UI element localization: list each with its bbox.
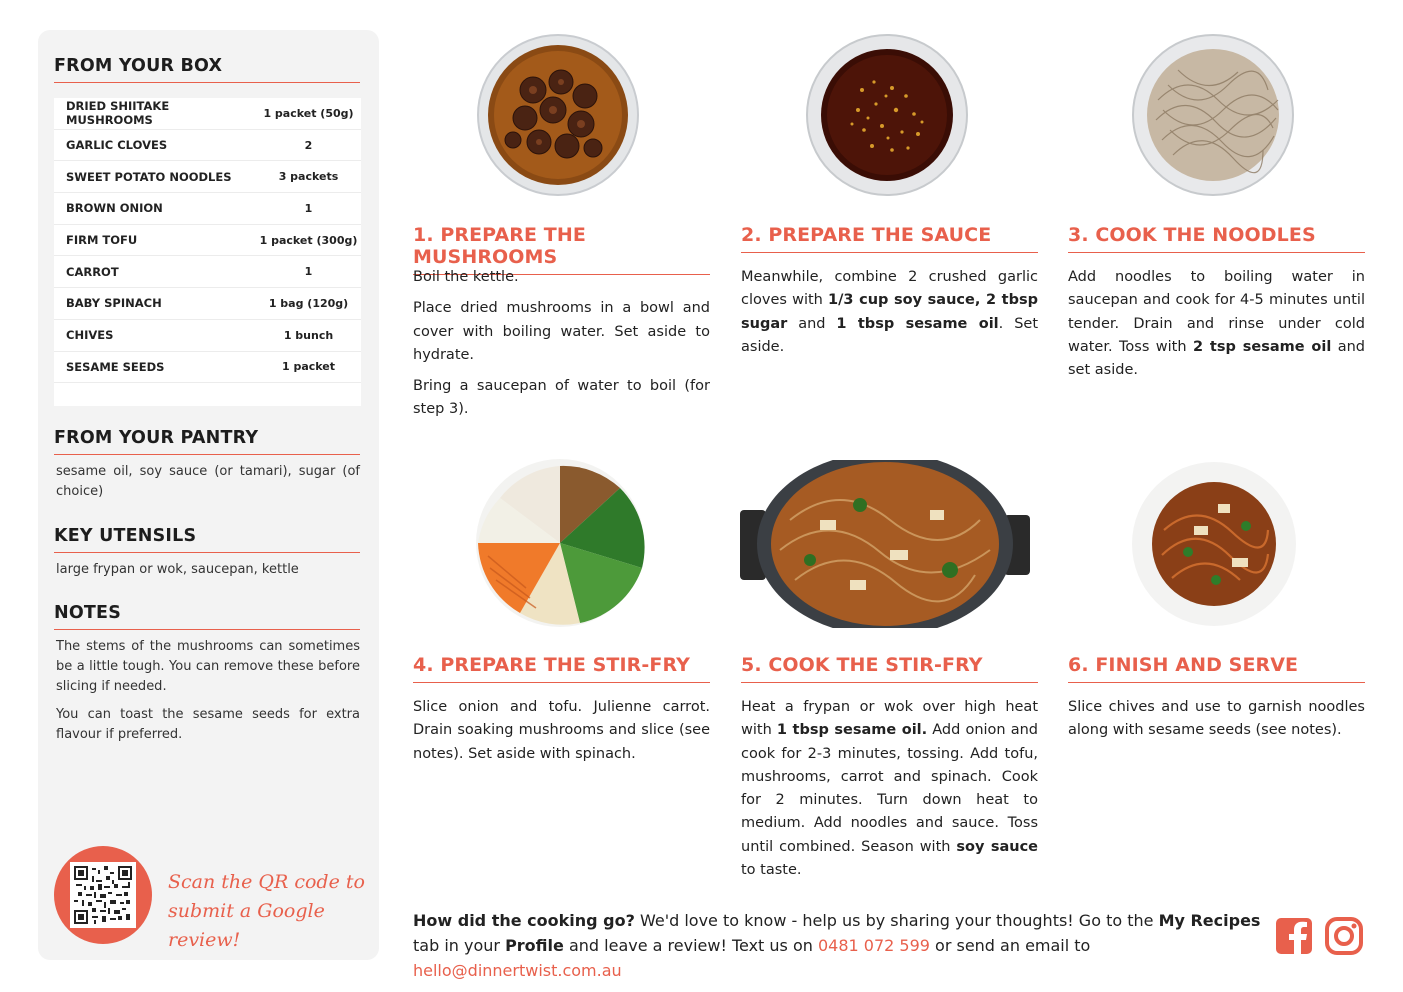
- qr-caption: Scan the QR code to submit a Google review!: [168, 871, 365, 951]
- step-6-title: 6. FINISH AND SERVE: [1068, 654, 1365, 683]
- box-ingredient-row: [54, 193, 361, 225]
- ingredient-name: CARROT: [66, 264, 119, 279]
- review-footer: [413, 908, 1263, 983]
- step-1-title: 1. PREPARE THE MUSHROOMS: [413, 224, 710, 275]
- qr-code-icon: [70, 862, 136, 928]
- noodles-bowl-image: [1128, 30, 1298, 200]
- pantry-text: sesame oil, soy sauce (or tamari), sugar (of choice): [56, 464, 360, 499]
- footer-text: We'd love to know - help us by sharing your thoughts! Go to the: [634, 911, 1159, 930]
- ingredient-quantity: 1: [304, 265, 313, 279]
- box-ingredient-row: [54, 256, 361, 288]
- profile-label: Profile: [505, 936, 564, 955]
- ingredient-quantity: 1 bag (120g): [268, 296, 349, 310]
- instagram-icon[interactable]: [1324, 916, 1364, 956]
- mushrooms-bowl-image: [473, 30, 643, 200]
- box-ingredients-table: [54, 98, 361, 406]
- step-5-body: [741, 696, 1038, 890]
- note-1: The stems of the mushrooms can sometimes be a little tough. You can remove these before slicing if needed.: [56, 639, 360, 694]
- note-2: You can toast the sesame seeds for extra flavour if preferred.: [56, 707, 360, 742]
- step-2-body: [741, 266, 1038, 367]
- finished-dish-image: [1128, 460, 1300, 628]
- ingredient-name: FIRM TOFU: [66, 233, 138, 248]
- step-5-title: 5. COOK THE STIR-FRY: [741, 654, 1038, 683]
- ingredient-quantity: 1 bunch: [283, 328, 334, 342]
- step-5-paragraph: Heat a frypan or wok over high heat with 1 tbsp sesame oil. Add onion and cook for 2-3 minutes, tossing. Add tofu, mushrooms, carrot and spinach. Cook for 2 minutes. Turn down heat to medium. Add noodles and sauce. Toss until combined. Season with soy sauce to taste.: [741, 699, 1038, 879]
- ingredient-quantity: 3 packets: [278, 170, 339, 184]
- ingredient-name: SWEET POTATO NOODLES: [66, 169, 232, 184]
- email-link[interactable]: hello@dinnertwist.com.au: [413, 961, 622, 980]
- sauce-bowl-image: [802, 30, 972, 200]
- step-4-paragraph: Slice onion and tofu. Julienne carrot. Drain soaking mushrooms and slice (see notes). Set aside with spinach.: [413, 699, 710, 762]
- stir-fry-ingredients-image: [470, 458, 650, 628]
- notes-title: NOTES: [54, 603, 360, 630]
- box-ingredient-row: [54, 288, 361, 320]
- box-title: FROM YOUR BOX: [54, 56, 360, 83]
- ingredient-quantity: 2: [304, 138, 313, 152]
- footer-question: How did the cooking go?: [413, 911, 635, 930]
- step-3-paragraph: Add noodles to boiling water in saucepan and cook for 4-5 minutes until tender. Drain and rinse under cold water. Toss with 2 tsp sesame oil and set aside.: [1068, 269, 1366, 379]
- ingredient-name: BABY SPINACH: [66, 296, 162, 311]
- ingredient-name: GARLIC CLOVES: [66, 138, 168, 153]
- step-6-paragraph: Slice chives and use to garnish noodles along with sesame seeds (see notes).: [1068, 699, 1365, 739]
- utensils-title: KEY UTENSILS: [54, 526, 360, 553]
- footer-text: and leave a review! Text us on: [563, 936, 818, 955]
- box-ingredient-row: [54, 225, 361, 257]
- utensils-text: large frypan or wok, saucepan, kettle: [56, 562, 299, 577]
- step-4-title: 4. PREPARE THE STIR-FRY: [413, 654, 710, 683]
- step-3-title: 3. COOK THE NOODLES: [1068, 224, 1365, 253]
- phone-link[interactable]: 0481 072 599: [817, 936, 930, 955]
- step-2-paragraph: Meanwhile, combine 2 crushed garlic cloves with 1/3 cup soy sauce, 2 tbsp sugar and 1 tbsp sesame oil. Set aside.: [741, 269, 1039, 355]
- pantry-title: FROM YOUR PANTRY: [54, 428, 360, 455]
- facebook-icon[interactable]: [1274, 916, 1314, 956]
- footer-text: or send an email to: [929, 936, 1091, 955]
- ingredient-quantity: 1 packet (50g): [263, 106, 354, 120]
- ingredient-name: DRIED SHIITAKE MUSHROOMS: [66, 99, 170, 128]
- step-4-body: [413, 696, 710, 774]
- box-ingredient-row: [54, 352, 361, 384]
- ingredients-sidebar: [38, 30, 379, 960]
- box-ingredient-row: [54, 130, 361, 162]
- box-ingredient-row: [54, 98, 361, 130]
- ingredient-quantity: 1 packet: [281, 360, 336, 374]
- box-ingredient-row: [54, 320, 361, 352]
- ingredient-name: CHIVES: [66, 328, 114, 343]
- ingredient-quantity: 1 packet (300g): [259, 233, 358, 247]
- step-1-body: [413, 266, 710, 430]
- step-1-paragraph: Bring a saucepan of water to boil (for step 3).: [413, 378, 710, 418]
- step-2-title: 2. PREPARE THE SAUCE: [741, 224, 1038, 253]
- footer-text: tab in your: [413, 936, 506, 955]
- wok-stir-fry-image: [740, 460, 1030, 628]
- box-ingredient-row: [54, 161, 361, 193]
- step-3-body: [1068, 266, 1365, 390]
- my-recipes-label: My Recipes: [1158, 911, 1261, 930]
- step-1-paragraph: Place dried mushrooms in a bowl and cover with boiling water. Set aside to hydrate.: [413, 300, 710, 363]
- ingredient-quantity: 1: [304, 201, 313, 215]
- ingredient-name: BROWN ONION: [66, 201, 163, 216]
- ingredient-name: SESAME SEEDS: [66, 359, 165, 374]
- notes-text: [56, 637, 360, 753]
- qr-badge[interactable]: [54, 846, 152, 944]
- step-6-body: [1068, 696, 1365, 751]
- step-1-paragraph: Boil the kettle.: [413, 269, 519, 285]
